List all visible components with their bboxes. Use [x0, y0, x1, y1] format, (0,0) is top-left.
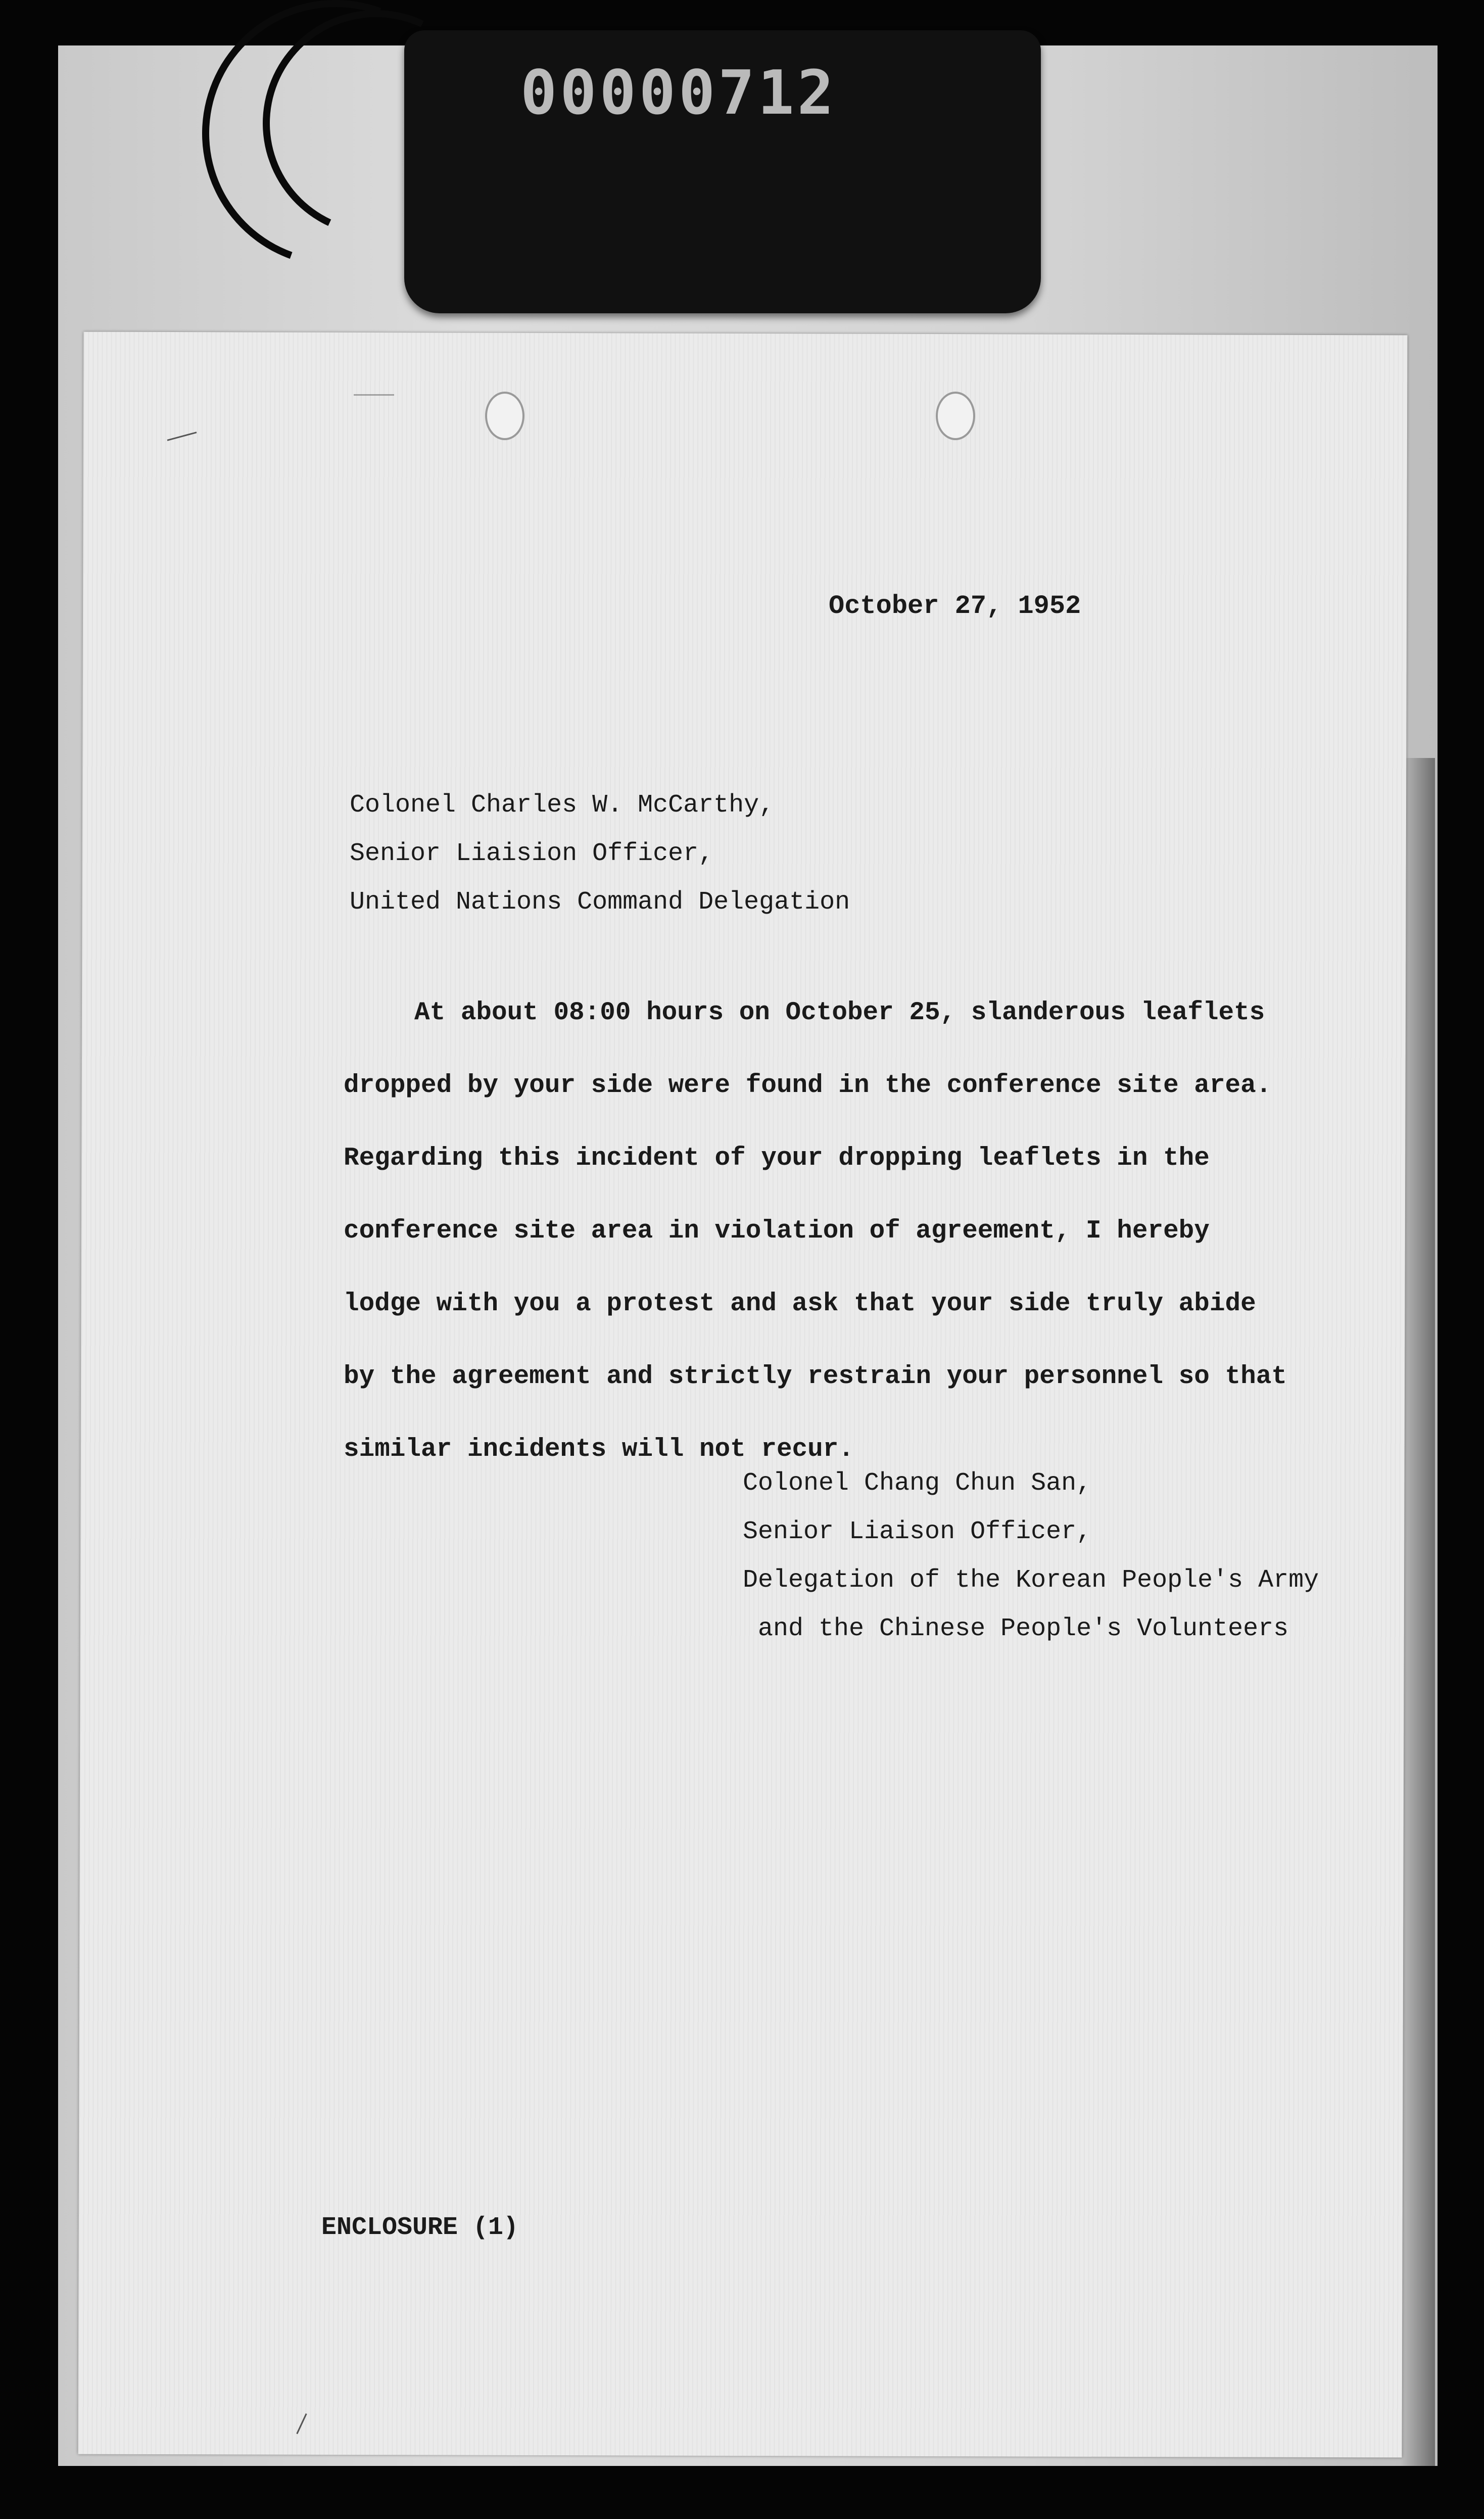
- body-line: lodge with you a protest and ask that your side truly abide: [344, 1290, 1256, 1318]
- body-line: similar incidents will not recur.: [344, 1435, 854, 1464]
- signature-line: and the Chinese People's Volunteers: [743, 1614, 1289, 1643]
- signature-line: Colonel Chang Chun San,: [743, 1469, 1092, 1498]
- signature-line: Delegation of the Korean People's Army: [743, 1566, 1319, 1595]
- enclosure-note: ENCLOSURE (1): [321, 2213, 519, 2242]
- body-line: conference site area in violation of agreement, I hereby: [344, 1217, 1210, 1246]
- body-line: At about 08:00 hours on October 25, slanderous leaflets: [414, 999, 1265, 1027]
- stray-mark: [354, 394, 394, 396]
- frame-number: 00000712: [520, 58, 837, 128]
- signature-line: Senior Liaison Officer,: [743, 1517, 1092, 1546]
- body-line: dropped by your side were found in the conference site area.: [344, 1071, 1272, 1100]
- addressee-line: United Nations Command Delegation: [350, 888, 850, 917]
- addressee-line: Senior Liaision Officer,: [350, 839, 714, 868]
- letter-date: October 27, 1952: [829, 591, 1081, 621]
- punch-hole: [936, 392, 975, 440]
- addressee-block: [350, 772, 850, 927]
- body-line: Regarding this incident of your dropping leaflets in the: [344, 1144, 1210, 1173]
- letter-body: [344, 968, 1287, 1486]
- addressee-line: Colonel Charles W. McCarthy,: [350, 791, 775, 820]
- punch-hole: [485, 392, 524, 440]
- signature-block: [743, 1450, 1319, 1653]
- body-line: by the agreement and strictly restrain your personnel so that: [344, 1362, 1287, 1391]
